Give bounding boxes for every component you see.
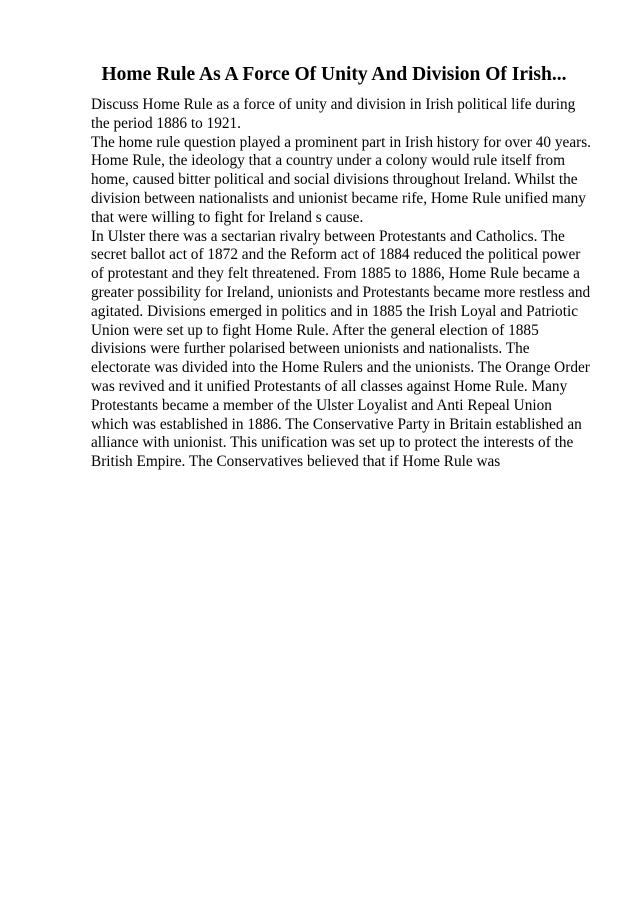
paragraph-question: Discuss Home Rule as a force of unity and division in Irish political life during the period 1886 to 1921. bbox=[91, 96, 576, 132]
paragraph-ulster: In Ulster there was a sectarian rivalry between Protestants and Catholics. The secret ballot act of 1872 and the Reform act of 1884 reduced the political power of protestant and they felt threatened. From 1885 to 1886, Home Rule became a greater possibility for Ireland, unionists and Protestants became more restless and agitated. Divisions emerged in politics and in 1885 the Irish Loyal and Patriotic Union were set up to fight Home Rule. After the general election of 1885 divisions were further polarised between unionists and nationalists. The electorate was divided into the Home Rulers and the unionists. The Orange Order was revived and it unified Protestants of all classes against Home Rule. Many Protestants became a member of the Ulster Loyalist and Anti Repeal Union which was established in 1886. The Conservative Party in Britain established an alliance with unionist. This unification was set up to protect the interests of the British Empire. The Conservatives believed that if Home Rule was bbox=[91, 227, 591, 471]
document-title: Home Rule As A Force Of Unity And Division Of Irish... bbox=[101, 64, 567, 85]
document-body bbox=[91, 96, 591, 472]
paragraph-introduction: The home rule question played a prominent part in Irish history for over 40 years. Home Rule, the ideology that a country under a colony would rule itself from home, caused bitter political and social divisions throughout Ireland. Whilst the division between nationalists and unionist became rife, Home Rule unified many that were willing to fight for Ireland s cause. bbox=[91, 133, 591, 226]
